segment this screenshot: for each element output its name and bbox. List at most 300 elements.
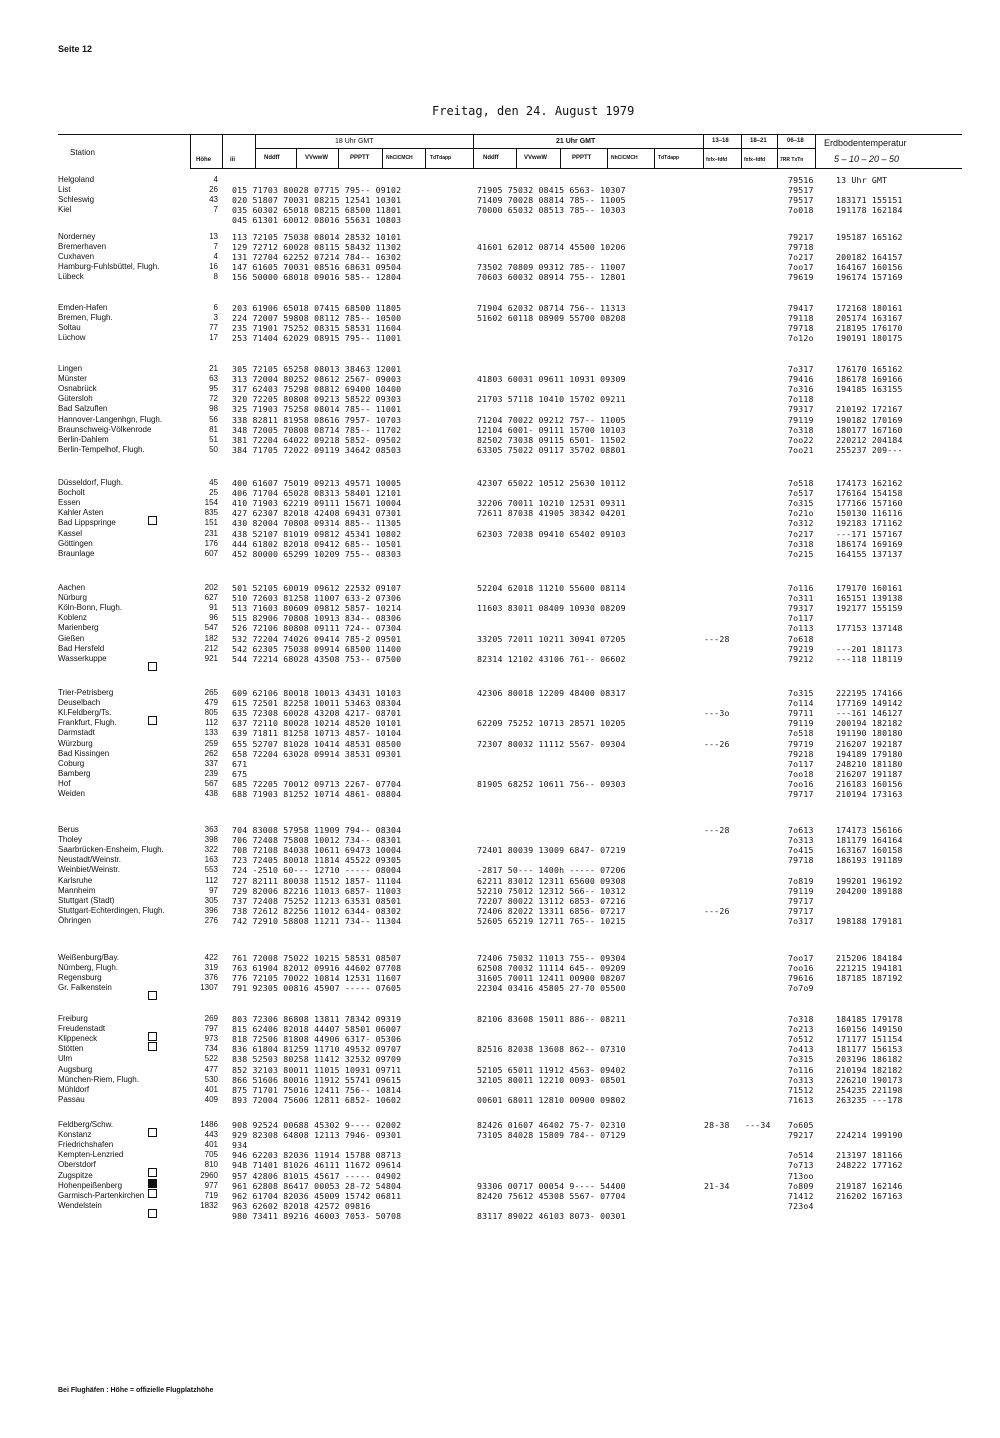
- soil-temperatures: 216207 192187: [836, 738, 903, 749]
- station-name: Kassel: [58, 528, 83, 538]
- obs-18utc: 704 83008 57958 11909 794-- 08304: [232, 825, 402, 835]
- precip-temp-code: 7o512: [788, 1034, 814, 1045]
- station-name: Bad Lippspringe: [58, 518, 116, 528]
- header-ppptt-18: PPPTT: [350, 155, 370, 161]
- obs-18utc: 723 72405 80018 11814 45522 09305: [232, 855, 402, 866]
- mountain-station-marker: [148, 516, 157, 525]
- station-name: Lüchow: [58, 333, 86, 343]
- marker-cell: [142, 1182, 157, 1201]
- obs-18utc: 980 73411 89216 46003 7053- 50708: [232, 1210, 402, 1221]
- precip-temp-code: 79717: [788, 789, 814, 799]
- soil-temperatures: 165151 139138: [836, 593, 903, 604]
- header-top-rule: [58, 134, 962, 135]
- station-height: 530: [204, 1074, 218, 1084]
- soil-temperatures: 190191 180175: [836, 333, 903, 344]
- header-18utc: 18 Uhr GMT: [335, 138, 374, 145]
- precip-temp-code: 79317: [788, 404, 814, 415]
- station-name: Berus: [58, 825, 79, 834]
- soil-temperatures: 187185 187192: [836, 973, 903, 984]
- station-height: 547: [204, 623, 218, 633]
- station-name: Cuxhaven: [58, 252, 95, 262]
- station-name: Garmisch-Partenkirchen: [58, 1190, 145, 1200]
- station-name: Oberstdorf: [58, 1160, 96, 1170]
- station-name: Hannover-Langenhgn, Flugh.: [58, 414, 163, 424]
- precip-temp-code: 7o315: [788, 1054, 814, 1065]
- obs-21utc: 73502 70809 09312 785-- 11007: [477, 262, 626, 273]
- station-height: 151: [204, 518, 218, 528]
- station-height: 567: [204, 778, 218, 788]
- station-name: München-Riem, Flugh.: [58, 1074, 139, 1084]
- soil-temperatures: 196174 157169: [836, 272, 903, 283]
- obs-18utc: 708 72108 84038 10611 69473 10004: [232, 845, 402, 856]
- station-height: 363: [204, 825, 218, 834]
- obs-18utc: 671: [232, 758, 248, 769]
- soil-temperatures: 254235 221198: [836, 1084, 903, 1095]
- col-divider: [473, 134, 474, 168]
- precip-temp-code: 7o713: [788, 1160, 814, 1171]
- station-height: 259: [204, 738, 218, 748]
- obs-18utc: 526 72106 80808 09111 724-- 07304: [232, 623, 402, 634]
- soil-temperatures: 255237 209---: [836, 444, 903, 455]
- obs-18utc: 852 32103 80011 11015 10931 09711: [232, 1064, 402, 1075]
- station-name: List: [58, 185, 71, 195]
- station-height: 212: [204, 643, 218, 653]
- precip-temp-code: 7oo18: [788, 768, 814, 779]
- obs-21utc: 62508 70032 11114 645-- 09209: [477, 963, 626, 974]
- station-name: Gr. Falkenstein: [58, 983, 112, 993]
- obs-21utc: 72401 80039 13009 6847- 07219: [477, 845, 626, 856]
- station-height: 163: [204, 855, 218, 865]
- soil-temperatures: 194185 163155: [836, 384, 903, 395]
- precip-temp-code: 7o315: [788, 498, 814, 509]
- station-height: 797: [204, 1024, 218, 1034]
- soil-temperatures: 210194 182182: [836, 1064, 903, 1075]
- obs-18utc: 147 61605 70031 08516 68631 09504: [232, 262, 402, 273]
- obs-18utc: 761 72008 75022 10215 58531 08507: [232, 953, 402, 963]
- obs-18utc: 501 52105 60019 09612 22532 09107: [232, 583, 402, 593]
- station-name: Bad Kissingen: [58, 748, 110, 758]
- obs-18utc: 742 72910 58808 11211 734-- 11304: [232, 915, 402, 926]
- soil-temperatures: 213197 181166: [836, 1150, 903, 1161]
- precip-temp-code: 79219: [788, 643, 814, 654]
- station-height: 112: [205, 875, 218, 885]
- obs-21utc: 71204 70022 09212 757-- 11005: [477, 414, 626, 425]
- soil-temperatures: 177166 157160: [836, 498, 903, 509]
- station-name: Norderney: [58, 232, 96, 241]
- station-height: 921: [204, 653, 218, 663]
- header-nddff-18: Nddff: [264, 155, 280, 161]
- soil-temperatures: 198188 179181: [836, 915, 903, 926]
- obs-18utc: 253 71404 62029 08915 795-- 11001: [232, 333, 402, 344]
- obs-21utc: 70000 65032 08513 785-- 10303: [477, 205, 626, 216]
- station-height: 202: [204, 583, 218, 592]
- col-divider: [296, 149, 297, 168]
- station-height: 269: [204, 1014, 218, 1023]
- station-name: Würzburg: [58, 738, 93, 748]
- station-name: Mannheim: [58, 885, 96, 895]
- station-name: Mühldorf: [58, 1084, 90, 1094]
- obs-18utc: 410 71903 62219 09111 15671 10004: [232, 498, 402, 509]
- station-height: 522: [204, 1054, 218, 1064]
- station-name: Lingen: [58, 364, 83, 373]
- station-name: Göttingen: [58, 538, 93, 548]
- precip-temp-code: 79717: [788, 895, 814, 906]
- obs-18utc: 325 71903 75258 08014 785-- 11001: [232, 404, 402, 415]
- precip-temp-code: 7o318: [788, 1014, 814, 1024]
- obs-21utc: 52105 65011 11912 4563- 09402: [477, 1064, 626, 1075]
- station-name: Berlin-Tempelhof, Flugh.: [58, 444, 145, 454]
- station-height: 182: [204, 633, 218, 643]
- precip-temp-code: 7o316: [788, 384, 814, 395]
- header-tdapp-21: TdTdapp: [658, 155, 680, 161]
- station-name: Karlsruhe: [58, 875, 93, 885]
- station-name: Soltau: [58, 323, 81, 333]
- station-height: 553: [204, 865, 218, 875]
- header-tdapp-18: TdTdapp: [430, 155, 452, 161]
- station-height: 977: [204, 1180, 218, 1190]
- precip-temp-code: 7o114: [788, 698, 814, 709]
- mountain-station-marker: [148, 991, 157, 1000]
- station-height: 835: [204, 508, 218, 518]
- obs-18utc: 738 72612 82256 11012 6344- 08302: [232, 905, 402, 916]
- station-height: 8: [213, 272, 218, 282]
- station-name: Marienberg: [58, 623, 99, 633]
- col-divider: [255, 134, 256, 168]
- header-bottom-rule: [190, 168, 962, 169]
- soil-temperatures: 203196 186182: [836, 1054, 903, 1065]
- station-height: 705: [204, 1150, 218, 1160]
- station-height: 56: [209, 414, 218, 424]
- obs-18utc: 427 62307 82018 42408 69431 07301: [232, 508, 402, 519]
- obs-21utc: 82106 83608 15011 886-- 08211: [477, 1014, 626, 1024]
- station-name: Klippeneck: [58, 1034, 98, 1044]
- obs-21utc: 72406 75032 11013 755-- 09304: [477, 953, 626, 963]
- station-height: 401: [204, 1084, 218, 1094]
- station-name: Gütersloh: [58, 394, 93, 404]
- footnote: Bei Flughäfen : Höhe = offizielle Flugplatzhöhe: [58, 1387, 214, 1394]
- header-mid-rule: [255, 148, 815, 149]
- station-name: Friedrichshafen: [58, 1140, 114, 1150]
- header-gust-a: fxfx–fdfd: [706, 157, 728, 163]
- station-height: 376: [204, 973, 218, 983]
- station-height: 231: [204, 528, 218, 538]
- station-name: Aachen: [58, 583, 86, 592]
- precip-temp-code: 71613: [788, 1094, 814, 1105]
- soil-temperatures: 186174 169169: [836, 538, 903, 549]
- station-height: 98: [209, 404, 218, 414]
- obs-18utc: 381 72204 64022 09218 5852- 09502: [232, 434, 402, 445]
- page-number: Seite 12: [58, 44, 93, 54]
- station-height: 479: [204, 698, 218, 708]
- obs-18utc: 866 51606 80016 11912 55741 09615: [232, 1074, 402, 1085]
- obs-21utc: 31605 70011 12411 00900 08207: [477, 973, 626, 984]
- soil-temperatures: 192183 171162: [836, 518, 903, 529]
- obs-18utc: 763 61904 82012 09916 44602 07708: [232, 963, 402, 974]
- obs-18utc: 444 61802 82018 09412 685-- 10501: [232, 538, 402, 549]
- soil-temperatures: 186178 169166: [836, 374, 903, 385]
- obs-18utc: 609 62106 80018 10013 43431 10103: [232, 688, 402, 698]
- obs-21utc: 72307 80032 11112 5567- 09304: [477, 738, 626, 749]
- soil-temperatures: 180177 167160: [836, 424, 903, 435]
- obs-21utc: 33205 72011 10211 30941 07205: [477, 633, 626, 644]
- obs-18utc: 655 52707 81028 10414 48531 08500: [232, 738, 402, 749]
- precip-temp-code: 7o517: [788, 488, 814, 499]
- station-height: 21: [209, 364, 218, 373]
- soil-temperatures: 176164 154158: [836, 488, 903, 499]
- precip-temp-code: 7o318: [788, 424, 814, 435]
- header-period-18-21: 18–21: [750, 138, 767, 144]
- obs-21utc: 81905 68252 10611 756-- 09303: [477, 778, 626, 789]
- precip-temp-code: 71412: [788, 1190, 814, 1201]
- soil-temperatures: 191178 162184: [836, 205, 903, 216]
- soil-temperatures: 248210 181180: [836, 758, 903, 769]
- soil-temperatures: 204200 189188: [836, 885, 903, 896]
- precip-temp-code: 7o217: [788, 252, 814, 263]
- soil-temperatures: 163167 160158: [836, 845, 903, 856]
- precip-temp-code: 7o21o: [788, 508, 814, 519]
- soil-temperatures: 216183 160156: [836, 778, 903, 789]
- soil-temperatures: 191190 180180: [836, 728, 903, 739]
- precip-temp-code: 79619: [788, 272, 814, 283]
- obs-18utc: 515 82906 70808 10913 834-- 08306: [232, 613, 402, 624]
- obs-18utc: 729 82006 82216 11013 6857- 11003: [232, 885, 402, 896]
- soil-temperatures: 200194 182182: [836, 718, 903, 729]
- station-height: 51: [209, 434, 218, 444]
- station-name: Kiel: [58, 205, 72, 215]
- header-soil-temp: Erdbodentemperatur: [824, 138, 907, 148]
- station-name: Schleswig: [58, 195, 95, 205]
- station-name: Darmstadt: [58, 728, 95, 738]
- precip-temp-code: 723o4: [788, 1200, 814, 1211]
- obs-18utc: 818 72506 81808 44906 6317- 05306: [232, 1034, 402, 1045]
- header-ppptt-21: PPPTT: [572, 155, 592, 161]
- precip-temp-code: 79217: [788, 1130, 814, 1141]
- precip-temp-code: 7o213: [788, 1024, 814, 1035]
- precip-temp-code: 7o514: [788, 1150, 814, 1161]
- obs-18utc: 803 72306 86808 13811 78342 09319: [232, 1014, 402, 1024]
- col-divider: [703, 134, 704, 168]
- obs-21utc: 72406 82022 13311 6856- 07217: [477, 905, 626, 916]
- marker-cell: [142, 509, 157, 528]
- station-name: Helgoland: [58, 175, 95, 184]
- soil-temperatures: 224214 199190: [836, 1130, 903, 1141]
- header-nddff-21: Nddff: [483, 155, 499, 161]
- gust-values: ---3o: [704, 708, 730, 719]
- station-height: 17: [209, 333, 218, 343]
- soil-temperatures: 171177 151154: [836, 1034, 903, 1045]
- marker-cell: [142, 709, 157, 728]
- station-name: Bad Salzuflen: [58, 404, 108, 414]
- precip-temp-code: 713oo: [788, 1170, 814, 1181]
- obs-18utc: 438 52107 81019 09812 45341 10802: [232, 528, 402, 539]
- soil-temperatures: 177153 137148: [836, 623, 903, 634]
- station-height: 422: [204, 953, 218, 962]
- soil-temperatures: ---161 146127: [836, 708, 903, 719]
- obs-18utc: 727 82111 80038 11512 1857- 11104: [232, 875, 402, 886]
- obs-18utc: 156 50000 68018 09016 585-- 12804: [232, 272, 402, 283]
- station-height: 112: [205, 718, 218, 728]
- precip-temp-code: 79718: [788, 242, 814, 253]
- soil-temperatures: 210192 172167: [836, 404, 903, 415]
- soil-temperatures: 216202 167163: [836, 1190, 903, 1201]
- soil-temperatures: 181177 156153: [836, 1044, 903, 1055]
- obs-18utc: 313 72004 80252 08612 2567- 09003: [232, 374, 402, 385]
- col-divider: [516, 149, 517, 168]
- station-height: 262: [204, 748, 218, 758]
- soil-temperatures: 160156 149150: [836, 1024, 903, 1035]
- header-precip-temp: 7RR TxTn: [780, 157, 804, 163]
- precip-temp-code: 7o318: [788, 538, 814, 549]
- station-height: 2960: [200, 1170, 218, 1180]
- soil-temperatures: 184185 179178: [836, 1014, 903, 1024]
- soil-temperatures: 174173 162162: [836, 478, 903, 488]
- soil-temperatures: 183171 155151: [836, 195, 903, 206]
- marker-cell: [142, 984, 157, 1003]
- obs-18utc: 203 61906 65018 07415 68500 11805: [232, 303, 402, 313]
- obs-21utc: 73105 84028 15809 784-- 07129: [477, 1130, 626, 1141]
- station-name: Gießen: [58, 633, 85, 643]
- obs-18utc: 675: [232, 768, 248, 779]
- station-height: 322: [204, 845, 218, 855]
- header-period-06-18: 06–18: [787, 138, 804, 144]
- station-name: Nürburg: [58, 593, 87, 603]
- station-name: Freiburg: [58, 1014, 88, 1023]
- col-divider: [654, 149, 655, 168]
- obs-18utc: 544 72214 68028 43508 753-- 07500: [232, 653, 402, 664]
- header-cloud-21: NhClCMCH: [611, 155, 638, 161]
- station-name: Emden-Hafen: [58, 303, 108, 312]
- obs-21utc: 42307 65022 10512 25630 10112: [477, 478, 626, 488]
- station-name: Lübeck: [58, 272, 84, 282]
- col-divider: [777, 134, 778, 168]
- station-name: Bremen, Flugh.: [58, 313, 113, 323]
- precip-temp-code: 7o117: [788, 613, 814, 624]
- precip-temp-code: 79719: [788, 738, 814, 749]
- soil-temperatures: 200182 164157: [836, 252, 903, 263]
- mountain-station-marker: [148, 662, 157, 671]
- station-height: 7: [213, 205, 218, 215]
- station-height: 719: [204, 1190, 218, 1200]
- col-divider: [190, 134, 191, 168]
- soil-temperatures: 176170 165162: [836, 364, 903, 374]
- soil-temperatures: 221215 194181: [836, 963, 903, 974]
- station-name: Weinbiet/Weinstr.: [58, 865, 120, 875]
- obs-18utc: 961 62808 86417 00053 28-72 54804: [232, 1180, 402, 1191]
- precip-temp-code: 79119: [788, 414, 814, 425]
- obs-21utc: 00601 68011 12810 00900 09802: [477, 1094, 626, 1105]
- station-height: 1832: [200, 1200, 218, 1210]
- station-name: Hohenpeißenberg: [58, 1180, 123, 1190]
- obs-18utc: 131 72704 62252 07214 784-- 16302: [232, 252, 402, 263]
- col-divider: [815, 134, 816, 168]
- obs-21utc: 83117 89022 46103 8073- 00301: [477, 1210, 626, 1221]
- obs-21utc: 32105 80011 12210 0093- 08501: [477, 1074, 626, 1085]
- soil-temperatures: 186193 191189: [836, 855, 903, 866]
- soil-temperatures: 248222 177162: [836, 1160, 903, 1171]
- obs-18utc: 637 72110 80028 10214 48520 10101: [232, 718, 402, 729]
- soil-temperatures: 172168 180161: [836, 303, 903, 313]
- station-height: 45: [209, 478, 218, 487]
- obs-18utc: 963 62602 82018 42572 09816: [232, 1200, 371, 1211]
- precip-temp-code: 7o613: [788, 825, 814, 835]
- mountain-station-marker: [148, 1128, 157, 1137]
- precip-temp-code: 7o116: [788, 583, 814, 593]
- station-height: 1486: [200, 1120, 218, 1129]
- station-name: Kahler Asten: [58, 508, 104, 518]
- obs-21utc: 42306 80018 12209 48400 08317: [477, 688, 626, 698]
- obs-21utc: 82516 82038 13608 862-- 07310: [477, 1044, 626, 1055]
- obs-18utc: 893 72004 75606 12811 6852- 10602: [232, 1094, 402, 1105]
- station-height: 607: [204, 548, 218, 558]
- obs-21utc: -2817 50--- 1400h ----- 07206: [477, 865, 626, 876]
- obs-18utc: 452 80000 65299 10209 755-- 08303: [232, 548, 402, 559]
- col-divider: [425, 149, 426, 168]
- precip-temp-code: 7o215: [788, 548, 814, 559]
- station-name: Passau: [58, 1094, 85, 1104]
- precip-temp-code: 79217: [788, 232, 814, 242]
- obs-21utc: 11603 83011 08409 10930 08209: [477, 603, 626, 614]
- precip-temp-code: 7o118: [788, 394, 814, 405]
- precip-temp-code: 79516: [788, 175, 814, 185]
- header-iii: iii: [230, 157, 236, 163]
- obs-18utc: 934: [232, 1140, 248, 1151]
- header-hoehe: Höhe: [196, 157, 211, 163]
- station-height: 13: [209, 232, 218, 241]
- precip-temp-code: 7o12o: [788, 333, 814, 344]
- precip-temp-code: 79118: [788, 313, 814, 324]
- obs-18utc: 962 61704 82036 45009 15742 06811: [232, 1190, 402, 1201]
- obs-21utc: 82502 73038 09115 6501- 11502: [477, 434, 626, 445]
- precip-temp-code: 79718: [788, 323, 814, 334]
- obs-18utc: 838 52503 80258 11412 32532 09709: [232, 1054, 402, 1065]
- station-height: 96: [209, 613, 218, 623]
- obs-18utc: 635 72308 60028 43208 4217- 08701: [232, 708, 402, 719]
- station-height: 133: [204, 728, 218, 738]
- soil-temperatures: 205174 163167: [836, 313, 903, 324]
- station-name: Münster: [58, 374, 87, 384]
- obs-21utc: 62211 83012 12311 65600 09308: [477, 875, 626, 886]
- obs-21utc: 82420 75612 45308 5567- 07704: [477, 1190, 626, 1201]
- station-height: 239: [204, 768, 218, 778]
- obs-21utc: 52210 75012 12312 566-- 10312: [477, 885, 626, 896]
- soil-temperatures: ---171 157167: [836, 528, 903, 539]
- precip-temp-code: 7o113: [788, 623, 814, 634]
- station-name: Coburg: [58, 758, 85, 768]
- obs-18utc: 384 71705 72022 09119 34642 08503: [232, 444, 402, 455]
- col-divider: [382, 149, 383, 168]
- station-name: Weiden: [58, 789, 85, 798]
- soil-temperatures: 210194 173163: [836, 789, 903, 799]
- soil-temperatures: 13 Uhr GMT: [836, 175, 888, 185]
- station-name: Osnabrück: [58, 384, 97, 394]
- precip-temp-code: 79119: [788, 885, 814, 896]
- precip-temp-code: 79717: [788, 905, 814, 916]
- station-height: 319: [204, 963, 218, 973]
- precip-temp-code: 79212: [788, 653, 814, 664]
- station-name: Wasserkuppe: [58, 653, 107, 663]
- station-height: 401: [204, 1140, 218, 1150]
- station-height: 734: [204, 1044, 218, 1054]
- precip-temp-code: 71512: [788, 1084, 814, 1095]
- precip-temp-code: 7oo21: [788, 444, 814, 455]
- station-height: 438: [204, 789, 218, 798]
- precip-temp-code: 7o518: [788, 478, 814, 488]
- station-height: 72: [209, 394, 218, 404]
- soil-temperatures: 192177 155159: [836, 603, 903, 614]
- precip-temp-code: 7oo17: [788, 262, 814, 273]
- obs-21utc: 71409 70028 08814 785-- 11005: [477, 195, 626, 206]
- precip-temp-code: 7o117: [788, 758, 814, 769]
